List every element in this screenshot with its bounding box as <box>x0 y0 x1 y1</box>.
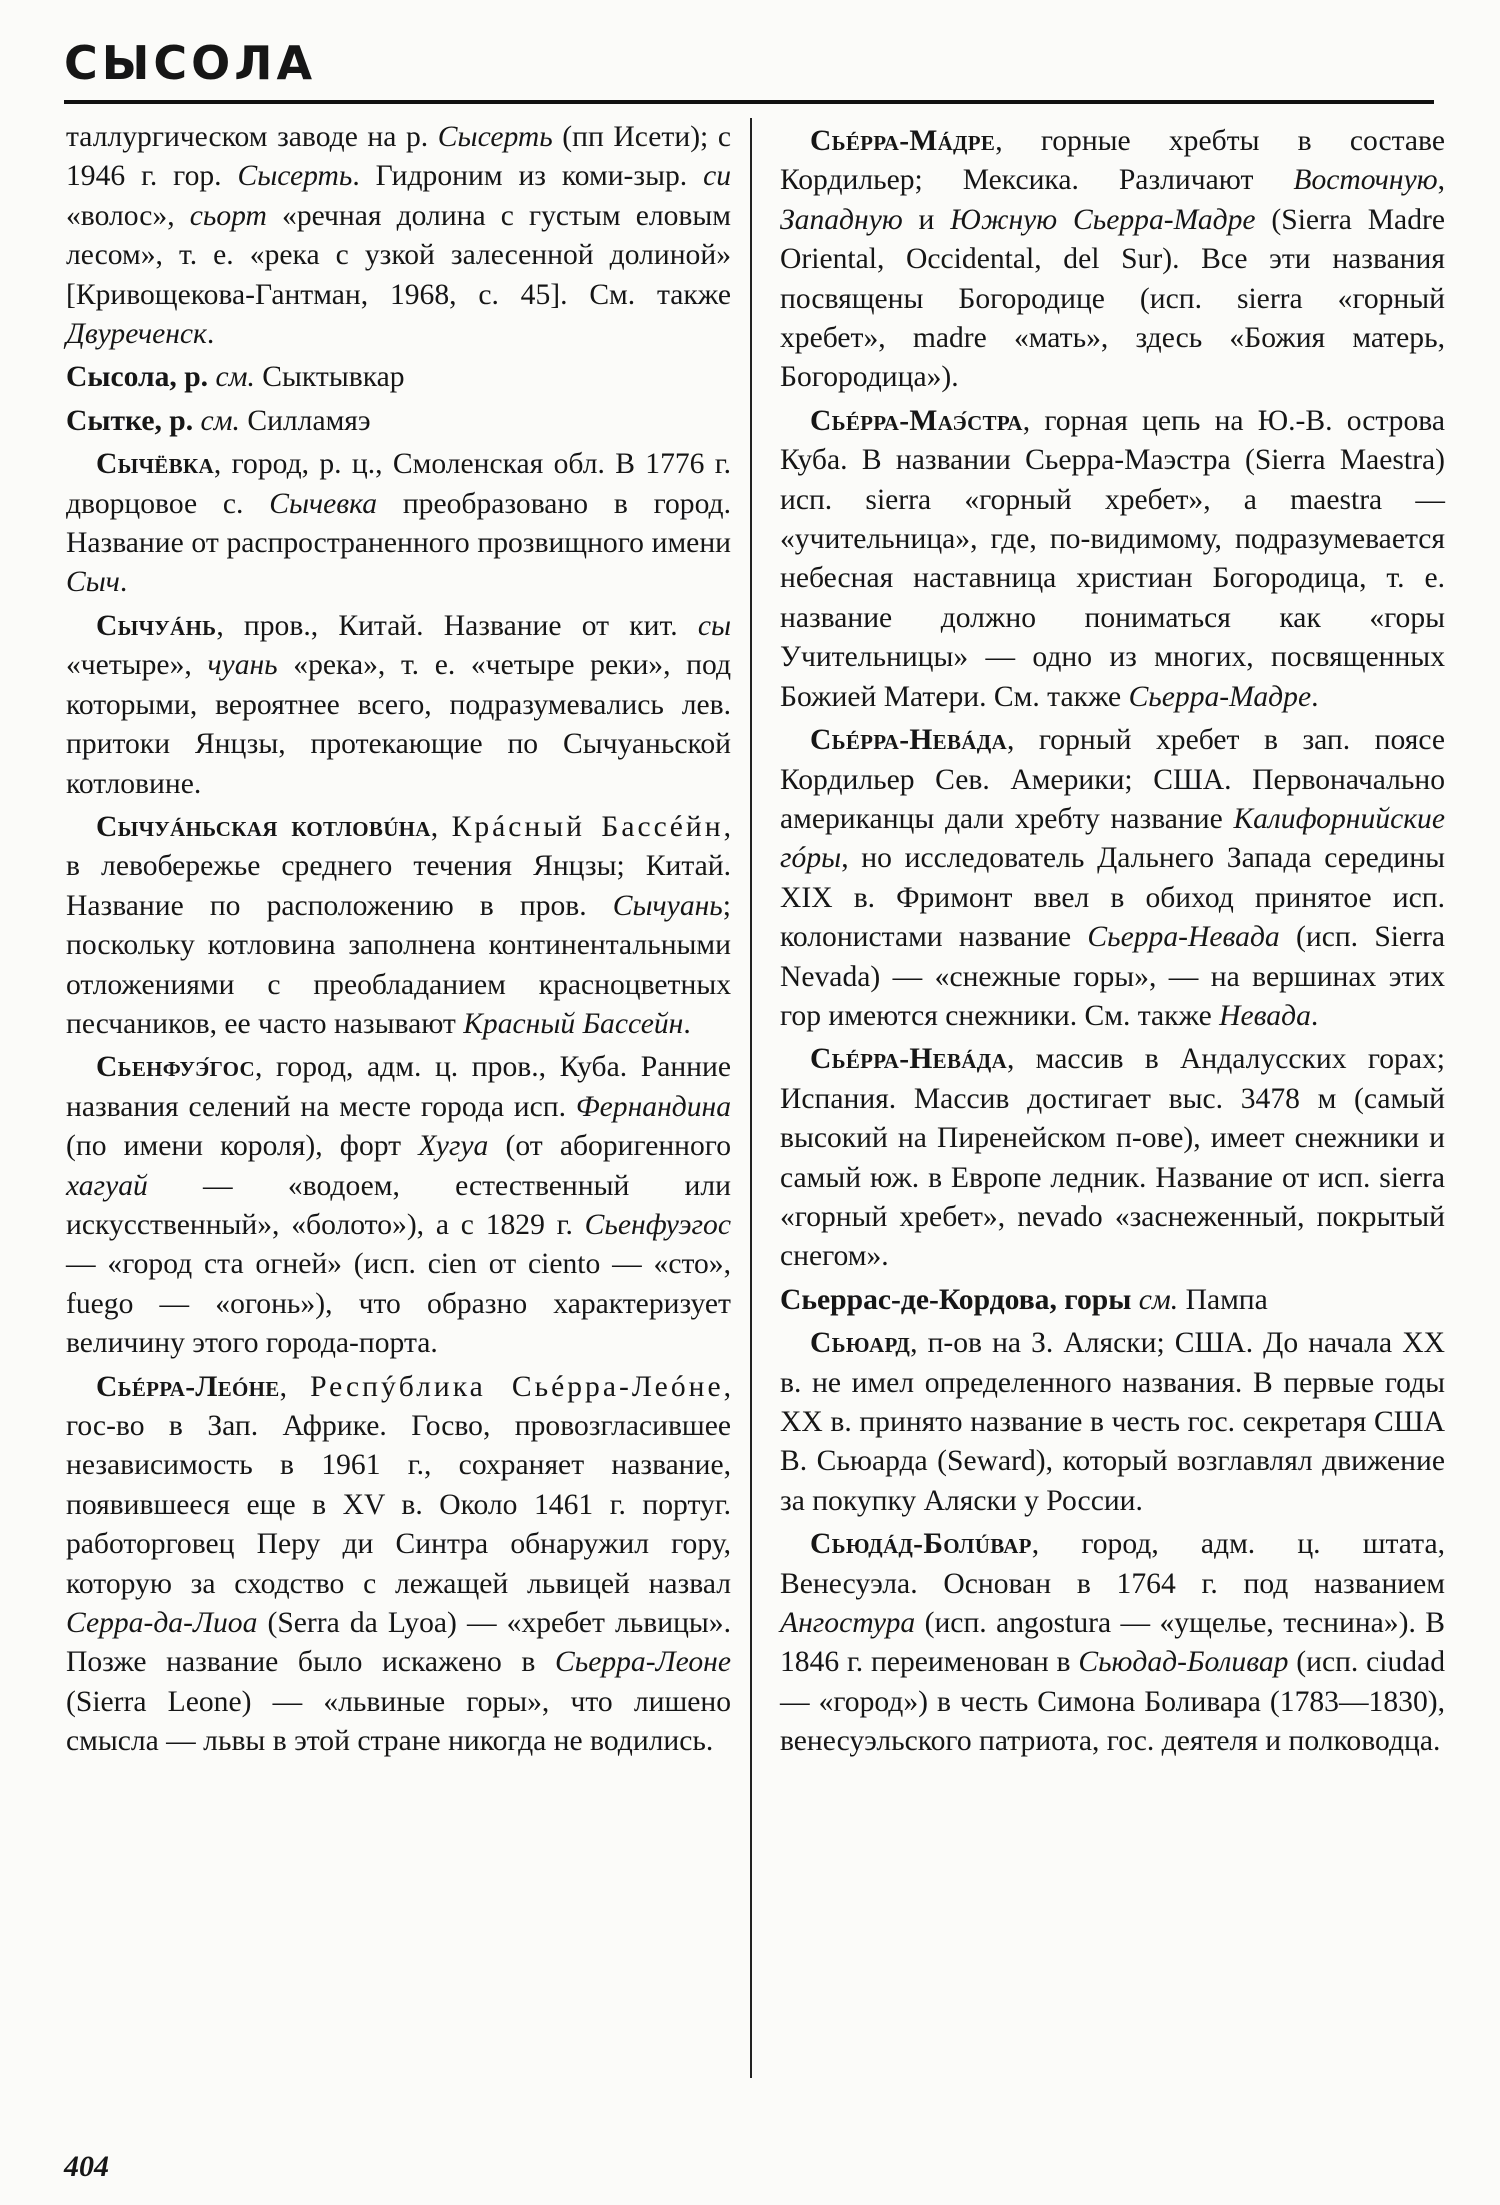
entry-text: — «водоем, естественный или искусственный», «болото»), а с 1829 г. <box>66 1169 731 1241</box>
entry-text: . <box>683 1007 691 1040</box>
cross-reference-entry <box>66 358 731 397</box>
italic-term: Хугуа <box>418 1130 489 1163</box>
entry-text: «река», т. е. «четыре реки», под которыми, вероятнее всего, подразумевались лев. притоки Янцзы, протекающие по Сычуаньской котловине. <box>66 649 731 800</box>
dictionary-entry <box>66 1048 731 1363</box>
entry-text: , <box>1437 164 1445 197</box>
right-column <box>780 118 1445 1762</box>
entry-text: «волос», <box>66 199 190 232</box>
entry-text: , п-ов на З. Аляски; США. До начала XX в. не имел определенного названия. В первые годы XX в. принято название в честь гос. секретаря США В. Сьюарда (Seward), который возглавлял движение за покупку Аляски у России. <box>780 1327 1445 1517</box>
entry-headword: Сьюдáд-Болúвар <box>810 1528 1032 1561</box>
italic-term: Сысерть <box>437 121 553 153</box>
italic-term: Серра-да-Лиоа <box>66 1607 258 1640</box>
dictionary-entry <box>66 1368 731 1762</box>
entry-headword: Сьéрра-Невáда <box>810 724 1007 757</box>
entry-headword: Сычуáньская котловúна <box>96 810 431 843</box>
xref-target: Силламяэ <box>239 404 371 437</box>
dictionary-entry <box>66 808 731 1044</box>
entry-text: , <box>279 1370 311 1403</box>
xref-target: Пампа <box>1178 1283 1268 1316</box>
xref-headword: Сытке, р. <box>66 404 201 437</box>
italic-term: Сьерра-Мадре <box>1128 680 1312 713</box>
entry-text: (пп Исети); с 1946 г. гор. <box>66 121 732 193</box>
dictionary-entry <box>780 1040 1445 1276</box>
italic-term: Сычевка <box>269 487 378 520</box>
entry-text: . <box>1311 680 1319 713</box>
italic-term: Сьенфуэгос <box>584 1208 731 1241</box>
cross-reference-entry <box>66 402 731 441</box>
entry-text: , город, адм. ц. пров., Куба. Ранние названия селений на месте города исп. <box>66 1051 731 1123</box>
entry-text: , горные хребты в составе Кордильер; Мексика. Различают <box>780 125 1445 197</box>
italic-term: хагуай <box>66 1169 148 1202</box>
italic-term: Сыч <box>66 566 120 599</box>
entry-text: «четыре», <box>66 649 208 682</box>
dictionary-entry <box>780 122 1445 398</box>
dictionary-entry <box>780 721 1445 1036</box>
entry-text: , пров., Китай. Название от кит. <box>216 609 698 642</box>
entry-text: (исп. ciudad — «город») в честь Симона Боливара (1783—1830), венесуэльского патриота, гос. деятеля и полководца. <box>780 1646 1446 1758</box>
entry-headword: Сычёвка <box>96 448 214 481</box>
italic-term: Калифорнийские гóры <box>780 802 1445 875</box>
entry-text: , город, р. ц., Смоленская обл. В 1776 г. дворцовое с. <box>66 448 731 520</box>
italic-term: Фернандина <box>575 1090 731 1123</box>
alt-name: Крáсный Бассéйн <box>451 810 724 843</box>
entry-headword: Сычуáнь <box>96 609 217 642</box>
dictionary-entry <box>66 445 731 603</box>
italic-term: Южную Сьерра-Мадре <box>950 203 1256 236</box>
see-marker: см. <box>1138 1283 1179 1316</box>
entry-headword: Сьéрра-Леóне <box>96 1370 280 1403</box>
header-rule <box>64 100 1434 104</box>
entry-headword: Сьенфуэ́гос <box>96 1051 256 1084</box>
entry-text: , в левобережье среднего течения Янцзы; Китай. Название по расположению в пров. <box>66 810 731 922</box>
entry-text: . <box>1310 999 1319 1032</box>
running-head: СЫСОЛА <box>64 36 317 90</box>
xref-target: Сыктывкар <box>254 361 405 394</box>
italic-term: Сьерра-Невада <box>1087 921 1280 954</box>
entry-headword: Сьюард <box>810 1327 911 1360</box>
italic-term: Красный Бассейн <box>463 1007 684 1040</box>
entry-text: (исп. Sierra Nevada) — «снежные горы», — на вершинах этих гор имеются снежники. См. также <box>780 921 1445 1032</box>
cross-reference-entry <box>780 1281 1445 1320</box>
entry-text: . <box>119 566 128 599</box>
italic-term: Двуреченск <box>66 318 207 351</box>
italic-term: си <box>703 160 731 193</box>
entry-text: (по имени короля), форт <box>66 1130 419 1163</box>
entry-text: , но исследователь Дальнего Запада середины XIX в. Фримонт ввел в обиход принятое исп. колонистами название <box>780 842 1445 954</box>
italic-term: сьорт <box>189 199 267 232</box>
entry-text: , горная цепь на Ю.-В. острова Куба. В названии Сьерра-Маэстра (Sierra Maestra) исп. sierra «горный хребет», а maestra — «учительница», где, по-видимому, подразумевается небесная наставница христиан Богородица, т. е. название должно пониматься как «горы Учительницы» — одно из многих, посвященных Божией Матери. См. также <box>780 404 1445 713</box>
xref-headword: Сьеррас-де-Кордова, горы <box>780 1283 1139 1316</box>
dictionary-entry <box>780 1525 1445 1761</box>
italic-term: Ангостура <box>780 1607 916 1640</box>
entry-text: , город, адм. ц. штата, Венесуэла. Основан в 1764 г. под названием <box>780 1528 1445 1600</box>
entry-headword: Сьéрра-Мáдре <box>810 125 996 157</box>
dictionary-entry <box>780 402 1445 717</box>
entry-text: «речная долина с густым еловым лесом», т. е. «река с узкой залесенной долиной» [Кривощекова-Гантман, 1968, с. 45]. См. также <box>66 199 731 311</box>
dictionary-entry <box>780 1324 1445 1521</box>
xref-headword: Сысола, р. <box>66 361 216 394</box>
alt-name: Респýблика Сьéрра-Леóне <box>310 1370 724 1403</box>
entry-text: — «город ста огней» (исп. cien от ciento — «сто», fuego — «огонь»), что образно характеризует величину этого города-порта. <box>66 1248 731 1360</box>
entry-headword: Сьéрра-Невáда <box>810 1043 1007 1076</box>
entry-text: , <box>430 810 452 843</box>
entry-headword: Сьéрра-Маэ́стра <box>810 404 1023 437</box>
left-column <box>66 118 731 1762</box>
entry-text: и <box>902 203 951 236</box>
entry-text: (от аборигенного <box>488 1130 732 1163</box>
italic-term: Невада <box>1219 999 1311 1032</box>
entry-text: . Гидроним из коми-зыр. <box>352 160 704 193</box>
entry-text: таллургическом заводе на р. <box>66 121 438 153</box>
entry-text: , горный хребет в зап. поясе Кордильер Сев. Америки; США. Первоначально американцы дали хребту название <box>780 724 1445 835</box>
page-number: 404 <box>64 2150 109 2183</box>
italic-term: Восточную <box>1293 164 1438 197</box>
italic-term: Сьюдад-Боливар <box>1078 1646 1289 1679</box>
see-marker: см. <box>200 404 240 437</box>
column-divider <box>750 118 752 2078</box>
entry-text: ; поскольку котловина заполнена континентальными отложениями с преобладанием красноцветных песчаников, ее часто называют <box>66 889 731 1040</box>
entry-text: (Serra da Lyoa) — «хребет львицы». Позже название было искажено в <box>66 1607 731 1679</box>
italic-term: сы <box>697 609 731 642</box>
dictionary-entry <box>66 607 731 804</box>
entry-text: . <box>206 318 215 351</box>
italic-term: чуань <box>207 649 278 682</box>
entry-text: (исп. angostura — «ущелье, теснина»). В 1846 г. переименован в <box>780 1607 1445 1679</box>
entry-text: преобразовано в город. Название от распространенного прозвищного имени <box>66 487 731 560</box>
entry-text: , гос-во в Зап. Африке. Госво, провозгласившее независимость в 1961 г., сохраняет название, появившееся еще в XV в. Около 1461 г. португ. работорговец Перу ди Синтра обнаружил гору, которую за сходство с лежащей львицей назвал <box>66 1370 731 1600</box>
italic-term: Западную <box>780 203 903 236</box>
entry-continuation <box>66 118 731 354</box>
entry-text: , массив в Андалусских горах; Испания. Массив достигает выс. 3478 м (самый высокий на Пиренейском п-ове), имеет снежники и самый юж. в Европе ледник. Название от исп. sierra «горный хребет», nevado «заснеженный, покрытый снегом». <box>780 1043 1445 1273</box>
see-marker: см. <box>215 361 255 394</box>
italic-term: Сьерра-Леоне <box>555 1646 731 1679</box>
entry-text: (Sierra Madre Oriental, Occidental, del Sur). Все эти названия посвящены Богородице (исп. sierra «горный хребет», madre «мать», здесь «Божия матерь, Богородица»). <box>780 203 1445 394</box>
italic-term: Сычуань <box>612 889 723 922</box>
italic-term: Сысерть <box>237 160 353 193</box>
entry-text: (Sierra Leone) — «львиные горы», что лишено смысла — львы в этой стране никогда не водились. <box>66 1685 731 1758</box>
